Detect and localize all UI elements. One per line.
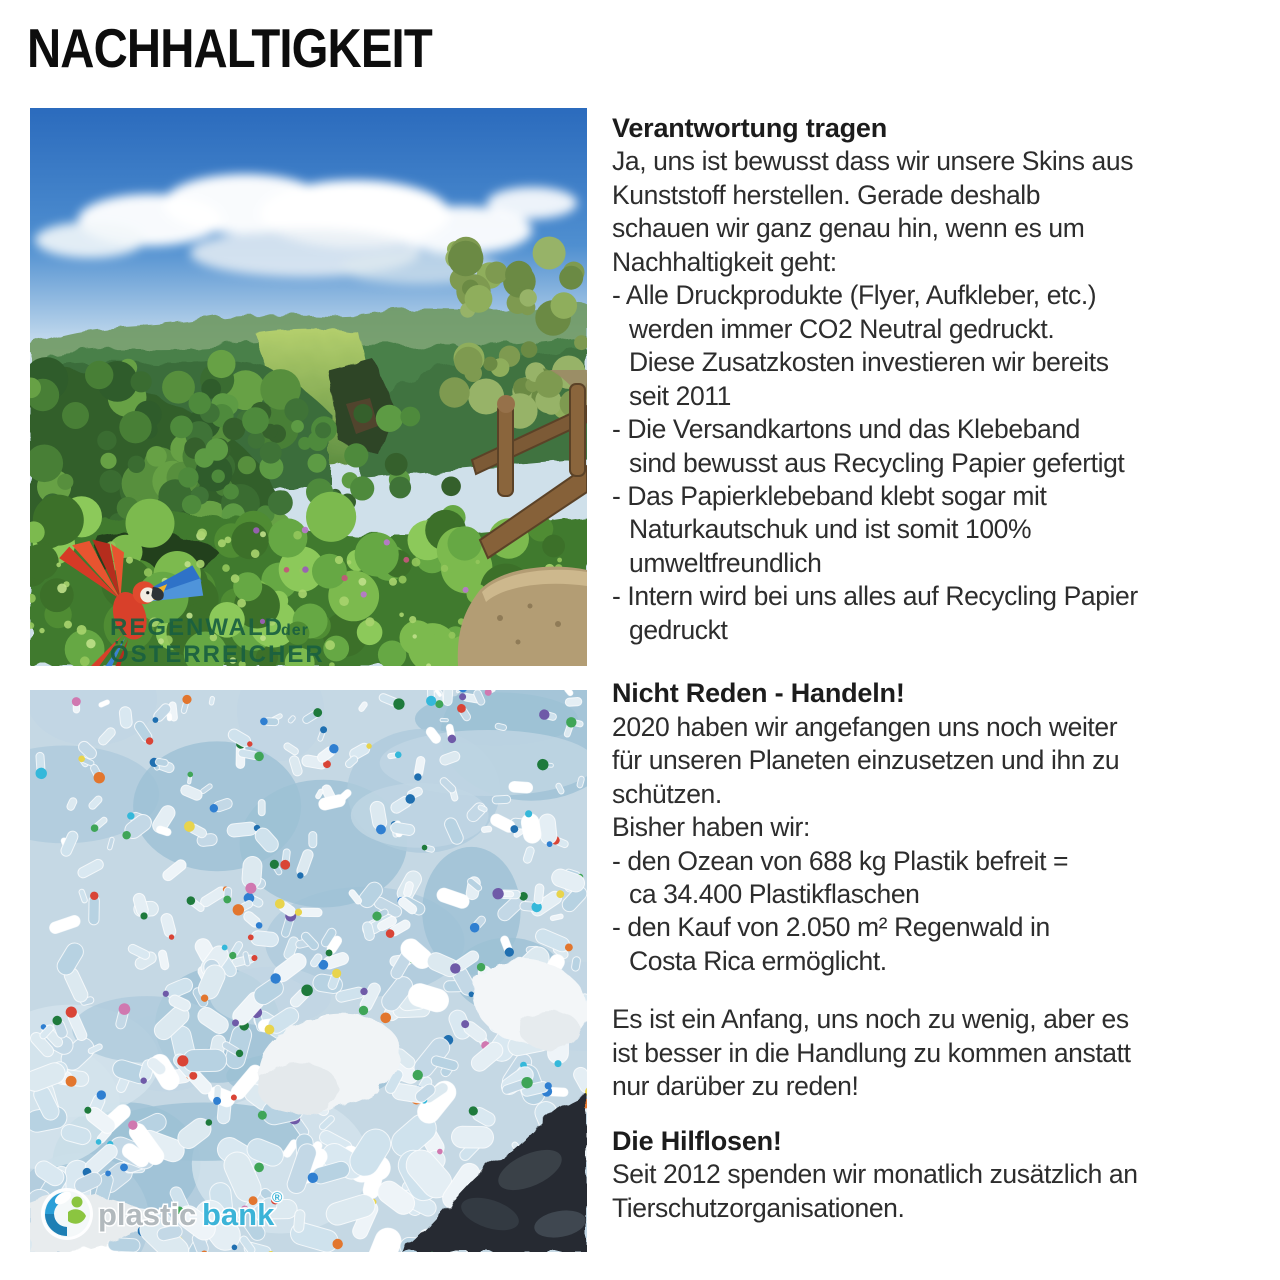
svg-text:ÖSTERREICHER: ÖSTERREICHER <box>110 641 325 666</box>
text-line: Tierschutzorganisationen. <box>612 1192 905 1223</box>
registered-mark: ® <box>272 1189 283 1205</box>
text-line: schauen wir ganz genau hin, wenn es um <box>612 213 1085 244</box>
text-line: Costa Rica ermöglicht. <box>629 945 887 976</box>
plasticbank-text-bank: bank <box>202 1197 275 1232</box>
plastic-bottles-photo <box>30 690 587 1252</box>
text-line: ca 34.400 Plastikflaschen <box>629 878 920 909</box>
text-line: Bisher haben wir: <box>612 812 810 843</box>
text-line: Ja, uns ist bewusst dass wir unsere Skins aus <box>612 146 1134 177</box>
text-line: Es ist ein Anfang, uns noch zu wenig, aber es <box>612 1004 1129 1035</box>
section-heading: Die Hilflosen! <box>612 1125 782 1156</box>
text-line: Seit 2012 spenden wir monatlich zusätzlich an <box>612 1159 1138 1190</box>
section-handeln <box>612 677 1272 978</box>
text-line: seit 2011 <box>629 380 731 411</box>
bullet-line: - Die Versandkartons und das Klebeband <box>612 414 1081 445</box>
section-anfang <box>612 1003 1272 1103</box>
bullet-line: - den Kauf von 2.050 m² Regenwald in <box>612 912 1050 943</box>
section-verantwortung <box>612 112 1272 647</box>
plasticbank-text-plastic: plastic <box>98 1197 197 1232</box>
page-title: NACHHALTIGKEIT <box>27 17 432 79</box>
text-line: Nachhaltigkeit geht: <box>612 246 837 277</box>
text-line: werden immer CO2 Neutral gedruckt. <box>629 313 1055 344</box>
bullet-line: - Alle Druckprodukte (Flyer, Aufkleber, etc.) <box>612 280 1097 311</box>
text-line: umweltfreundlich <box>629 547 822 578</box>
text-line: gedruckt <box>629 614 728 645</box>
text-line: Diese Zusatzkosten investieren wir bereits <box>629 347 1109 378</box>
text-line: Kunststoff herstellen. Gerade deshalb <box>612 179 1041 210</box>
text-line: 2020 haben wir angefangen uns noch weiter <box>612 711 1118 742</box>
text-line: für unseren Planeten einzusetzen und ihn zu <box>612 745 1120 776</box>
plasticbank-icon <box>41 1188 93 1240</box>
section-heading: Nicht Reden - Handeln! <box>612 678 905 709</box>
rainforest-photo <box>30 108 587 666</box>
text-line: sind bewusst aus Recycling Papier gefertigt <box>629 447 1125 478</box>
svg-text:REGENWALD: REGENWALD <box>110 614 284 641</box>
bullet-line: - Das Papierklebeband klebt sogar mit <box>612 480 1047 511</box>
text-line: schützen. <box>612 778 722 809</box>
svg-text:der: der <box>281 622 309 639</box>
bullet-line: - Intern wird bei uns alles auf Recycling Papier <box>612 581 1138 612</box>
text-line: nur darüber zu reden! <box>612 1071 859 1102</box>
section-hilflosen <box>612 1125 1272 1225</box>
text-line: ist besser in die Handlung zu kommen anstatt <box>612 1037 1131 1068</box>
text-line: Naturkautschuk und ist somit 100% <box>629 514 1032 545</box>
bullet-line: - den Ozean von 688 kg Plastik befreit = <box>612 845 1069 876</box>
section-heading: Verantwortung tragen <box>612 113 888 143</box>
text-column <box>612 112 1272 1225</box>
